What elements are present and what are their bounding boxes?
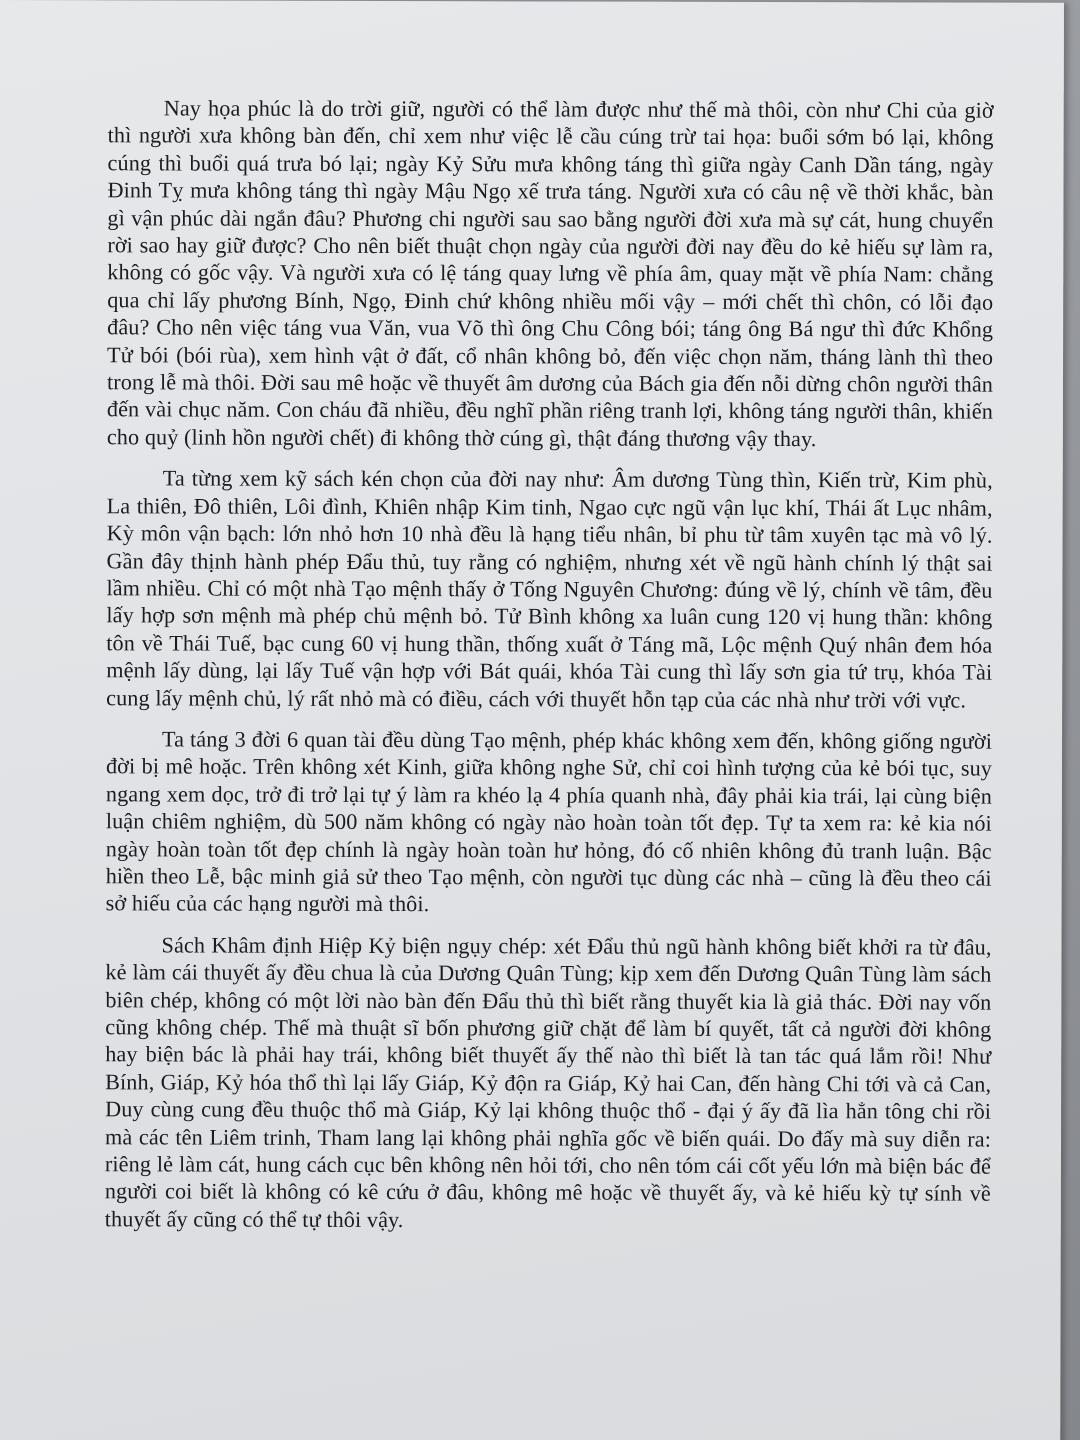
document-body — [105, 94, 994, 1249]
paragraph-2: Ta từng xem kỹ sách kén chọn của đời nay như: Âm dương Tùng thìn, Kiến trừ, Kim phù, La thiên, Đô thiên, Lôi đình, Khiên nhập Kim tinh, Ngao cực ngũ vận lục khí, Thái ất Lục nhâm, Kỳ môn vận bạch: lớn nhỏ hơn 10 nhà đều là hạng tiểu nhân, bỉ phu từ tâm xuyên tạc mà vô lý. Gần đây thịnh hành phép Đẩu thủ, tuy rằng có nghiệm, nhưng xét về ngũ hành chính lý thật sai lầm nhiều. Chỉ có một nhà Tạo mệnh thấy ở Tống Nguyên Chương: đúng về lý, chính về tâm, đều lấy hợp sơn mệnh mà phép chủ mệnh bỏ. Tử Bình không xa luân cung 120 vị hung thần: không tôn về Thái Tuế, bạc cung 60 vị hung thần, thống xuất ở Táng mã, Lộc mệnh Quý nhân đem hóa mệnh lấy dùng, lại lấy Tuế vận hợp với Bát quái, khóa Tài cung thì lấy sơn gia tứ trụ, khóa Tài cung lấy mệnh chủ, lý rất nhỏ mà có điều, cách với thuyết hỗn tạp của các nhà như trời với vực. — [106, 465, 993, 713]
paragraph-3: Ta táng 3 đời 6 quan tài đều dùng Tạo mệnh, phép khác không xem đến, không giống người đời bị mê hoặc. Trên không xét Kinh, giữa không nghe Sử, chỉ coi hình tượng của kẻ bói tục, suy ngang xem dọc, trở đi trở lại tự ý làm ra khéo lạ 4 phía quanh nhà, đây phải kia trái, lại cùng biện luận chiêm nghiệm, dù 500 năm không có ngày nào hoàn toàn tốt đẹp. Tự ta xem ra: kẻ kia nói ngày hoàn toàn tốt đẹp chính là ngày hoàn toàn hư hỏng, đó cố nhiên không đủ tranh luận. Bậc hiền theo Lễ, bậc minh giả sử theo Tạo mệnh, còn người tục dùng các nhà – cũng là đều theo cái sở hiếu của các hạng người mà thôi. — [105, 726, 993, 917]
paragraph-4: Sách Khâm định Hiệp Kỷ biện ngụy chép: xét Đẩu thủ ngũ hành không biết khởi ra từ đâu, kẻ làm cái thuyết ấy đều chua là của Dương Quân Tùng; kịp xem đến Dương Quân Tùng làm sách biên chép, không có một lời nào bàn đến Đẩu thủ thì biết rằng thuyết kia là giả thác. Đời nay vốn cũng không chép. Thế mà thuật sĩ bốn phương giữ chặt để làm bí quyết, tất cả người đời không hay biện bác là phải hay trái, không biết thuyết ấy thế nào thì biết là tan tác quá lắm rồi! Như Bính, Giáp, Kỷ hóa thổ thì lại lấy Giáp, Kỷ độn ra Giáp, Kỷ hai Can, đến hàng Chi tới và cả Can, Duy cùng cung đều thuộc thổ mà Giáp, Kỷ lại không thuộc thổ - đại ý ấy đã lìa hẳn tông chi rồi mà các tên Liêm trinh, Tham lang lại không phải nghĩa gốc về biến quái. Do đấy mà suy diễn ra: riêng lẻ làm cát, hung cách cục bên không nên hỏi tới, cho nên tóm cái cốt yếu lớn mà biện bác để người coi biết là không có kê cứu ở đâu, không mê hoặc về thuyết ấy, và kẻ hiếu kỳ tự sính về thuyết ấy cũng có thể tự thôi vậy. — [104, 932, 992, 1232]
paragraph-1: Nay họa phúc là do trời giữ, người có thể làm được như thế mà thôi, còn như Chi của giờ thì người xưa không bàn đến, chỉ xem như việc lễ cầu cúng trừ tai họa: buổi sớm bó lại, không cúng thì buổi quá trưa bó lại; ngày Kỷ Sửu mưa không táng thì giữa ngày Canh Dần táng, ngày Đinh Tỵ mưa không táng thì ngày Mậu Ngọ xế trưa táng. Người xưa có câu nệ về thời khắc, bàn gì vận phúc dài ngắn đâu? Phương chi người sau sao bằng người đời xưa mà sự cát, hung chuyển rời sao hay giữ được? Cho nên biết thuật chọn ngày của người đời nay đều do kẻ hiếu sự làm ra, không có gốc vậy. Và người xưa có lệ táng quay lưng về phía âm, quay mặt về phía Nam: chẳng qua chỉ lấy phương Bính, Ngọ, Đinh chứ không nhiều mối vậy – mới chết thì chôn, có lỗi đạo đâu? Cho nên việc táng vua Văn, vua Võ thì ông Chu Công bói; táng ông Bá ngư thì đức Khổng Tử bói (bói rùa), xem hình vật ở đất, cổ nhân không bỏ, đến việc chọn năm, tháng lành thì theo trong lễ mà thôi. Đời sau mê hoặc về thuyết âm dương của Bách gia đến nỗi dừng chôn người thân đến vài chục năm. Con cháu đã nhiều, đều nghĩ phần riêng tranh lợi, không táng người thân, khiến cho quỷ (linh hồn người chết) đi không thờ cúng gì, thật đáng thương vậy thay. — [106, 95, 994, 452]
